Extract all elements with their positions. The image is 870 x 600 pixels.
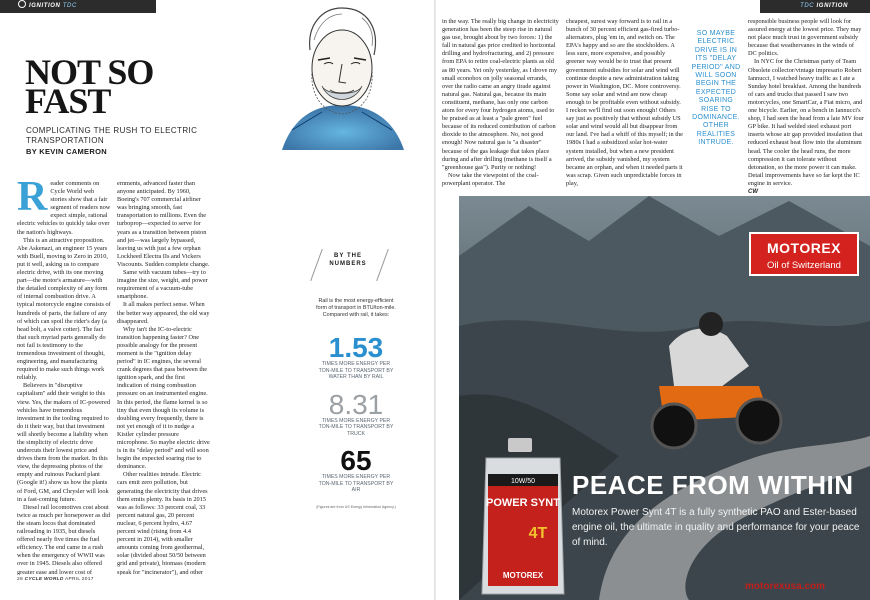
issue-date: APRIL 2017	[64, 577, 94, 582]
paragraph: In NYC for the Christmas party of Team Obsolete collector/vintage impresario Robert Iannucci, I watched heavy traffic as I ate a Sunday hotel breakfast. Among the hundreds of cars and trucks that passed I saw two motorcycles, one SmartCar, a Fiat micro, and one bicycle. Earlier, on a bench in Iannucci's shop, I had seen the head from a late MV four GP bike. It had welded steel exhaust port inserts whose air gap provided insulation that reduced exhaust heat flow into the aluminum head. The cooler the head runs, the more compression it can tolerate without detonation, so the more power it can make. Detail improvements have so far kept the IC engine in service.	[748, 58, 864, 187]
motorex-logo	[749, 232, 859, 276]
paragraph: eader comments on Cycle World web stories show that a fair segment of readers now expect simple, rational electric vehicles to quickly take over the nation's highways.	[17, 180, 111, 236]
slash-rule-right	[376, 249, 389, 281]
numbers-source: (Figures are from US Energy Information Agency.)	[316, 504, 396, 509]
drop-cap: R	[17, 180, 48, 220]
body-column-5	[748, 18, 864, 196]
logo-tagline: Oil of Switzerland	[767, 260, 841, 271]
body-column-2	[117, 180, 211, 575]
section-brand-right: IGNITION	[816, 3, 848, 9]
pull-quote: SO MAYBE ELECTRIC DRIVE IS IN ITS "DELAY PERIOD" AND WILL SOON BEGIN THE EXPECTED SOARING RISE TO DOMINANCE. OTHER REALITIES INTRUDE.	[691, 30, 741, 147]
stat-value: 8.31	[328, 388, 384, 420]
paragraph: Other realities intrude. Electric cars emit zero pollution, but generating the electricity that drives them emits plenty. Its basis in 2015 was as follows: 33 percent coal, 33 percent natural gas, 20 percent nuclear, 6 percent hydro, 4.67 percent wind (rising from 4.4 percent in 2014), with smaller amounts coming from geothermal, solar (divided about 50/50 between grid and private), biomass (modern speak for "incinerator"), and other	[117, 471, 208, 575]
stat-value: 1.53	[328, 332, 384, 363]
paragraph: Now take the viewpoint of the coal-powerplant operator. The	[442, 171, 539, 187]
page-folio	[17, 577, 94, 582]
ad-body-copy: Motorex Power Synt 4T is a fully synthetic PAO and Ester-based engine oil, the ultimate in quality and performance for your peace of mind.	[572, 507, 860, 548]
stat-caption: TIMES MORE ENERGY PER TON-MILE TO TRANSPORT BY AIR	[318, 474, 394, 493]
stat-value: 65	[340, 445, 372, 476]
article-deck: COMPLICATING THE RUSH TO ELECTRIC TRANSPORTATION	[26, 126, 198, 145]
ad-url: motorexusa.com	[745, 581, 826, 592]
title-line-2: FAST	[25, 81, 111, 121]
paragraph: This is an attractive proposition. Abe Askenazi, an engineer 15 years with Buell, moving to Zero in 2010, put it well, asking us to compare electric drive, with its one moving part—the motor's armature—with the detailed complexity of any form of internal combustion drive. A typical motorcycle engine consists of hundreds of parts, the failure of any of which can spoil the rider's day (a head bolt, a valve cotter). The fact that such myriad parts generally do not fail is testimony to the tremendous investment of thought, engineering, and manufacturing required to make such things work reliably.	[17, 236, 111, 382]
article-title	[25, 52, 195, 121]
numbers-intro: Rail is the most energy-efficient form of transport in BTU/ton-mile. Compared with rail, it takes:	[316, 298, 396, 318]
body-column-3	[442, 18, 560, 196]
stat-caption: TIMES MORE ENERGY PER TON-MILE TO TRANSPORT BY WATER THAN BY RAIL	[318, 361, 394, 380]
body-column-4	[566, 18, 684, 196]
section-brand-left: IGNITION	[29, 3, 61, 9]
title-line-1: NOT SO	[25, 52, 154, 92]
stat-caption: TIMES MORE ENERGY PER TON-MILE TO TRANSPORT BY TRUCK	[318, 417, 394, 437]
page-number: 28	[17, 577, 23, 582]
section-name-right: TDC	[800, 3, 815, 9]
logo-wordmark: MOTOREX	[766, 240, 842, 256]
bottle-type: 4T	[528, 525, 548, 542]
page-gutter	[434, 0, 436, 600]
paragraph: cheapest, surest way forward is to rail in a bunch of 30 percent efficient gas-fired turbo-alternators, plug 'em in, and switch on. The EPA's happy and so are the stockholders. A less sure, more expensive, and possibly greener way would be to trust that present government subsidies for solar and wind will continue despite a new administration taking power in Washington, DC. More controversy. Some say solar and wind are now cheap enough to be profitable even without subsidy. I reckon we'll find out soon enough! Others say just as positively that without subsidy US solar and wind would all but disappear from our land. I've had a whiff of this myself; in the 1980s I had a subsidized solar hot-water system installed, but when a new president arrived, the subsidy vanished, my system became an orphan, and when it needed parts it was scrap. Given such unpredictable forces in play,	[566, 18, 683, 187]
paragraph: ernments, advanced faster than anyone anticipated. By 1960, Boeing's 707 commercial airliner was bringing smooth, fast transportation to millions. Even the turboprop—expected to serve for years as a transition between piston and jet—was largely bypassed, leaving us with just a few orphan Lockheed Electra IIs and Vickers Viscounts. Sudden complete change.	[117, 180, 210, 268]
paragraph: Believers in "disruptive capitalism" add their weight to this view. Yes, the makers of IC-powered vehicles have tremendous investment in the tooling required to do it their way, but that investment will shortly become a liability when the simplicity of electric drive undercuts their lowest price and drives them from the market. In this view, the depressing photos of the empty and ruinous Packard plant (Google it!) show us how the plants of Ford, GM, and Chrysler will look in a fast-coming future.	[17, 382, 110, 503]
section-header-left	[0, 0, 156, 13]
paragraph: responsible business people will look for assured energy at the lowest price. They may not place much trust in government subsidy because that weathervanes in the winds of DC politics.	[748, 18, 862, 58]
section-header-right	[760, 0, 870, 13]
paragraph: in the way. The really big change in electricity generation has been the steep rise in natural gas use, brought about by two forces: 1) the fall in natural gas price credited to horizontal drilling and hydrofracturing, and 2) pressure from EPA to retire coal-electric plants as old as 80 years. Yet only yesterday, as I drove my small econobox on jolly seasonal errands, over the radio came an angry tirade against natural gas. Natural gas, because its main constituent, methane, has only one carbon atom for every four hydrogen atoms, used to be praised as at least a "pale green" fuel because of its reduced contribution of carbon dioxide to the atmosphere. No, not good enough! Now natural gas is "a disaster" because of the gas leakage that takes place during and after drilling (methane is itself a "greenhouse gas"). Purity or nothing!	[442, 18, 559, 171]
section-name-left: TDC	[62, 3, 77, 9]
bottle-product: POWER SYNT	[486, 497, 560, 509]
body-column-1	[17, 180, 111, 575]
by-the-numbers-heading: BY THE NUMBERS	[329, 253, 367, 267]
bottle-brand: MOTOREX	[502, 571, 544, 580]
oil-bottle-image	[480, 438, 566, 598]
paragraph: Why isn't the IC-to-electric transition happening faster? One possible analogy for the present moment is the "ignition delay period" in IC engines, the several crank degrees that pass between the ignition spark, and the first indication of rising combustion pressure on an instrumented engine. In this period, the flame kernel is so tiny that even though its volume is doubling every frequently, there is not yet enough of it to nudge a Kistler cylinder pressure microphone. So maybe electric drive is in its "delay period" and will soon begin the expected soaring rise to dominance.	[117, 325, 210, 471]
magazine-name: CYCLE WORLD	[24, 577, 64, 582]
by-the-numbers-panel	[316, 298, 396, 509]
bottle-grade: 10W/50	[510, 478, 536, 485]
article-byline: BY KEVIN CAMERON	[26, 147, 107, 156]
author-portrait-illustration	[262, 0, 422, 160]
ignition-icon	[18, 0, 26, 8]
paragraph: Diesel rail locomotives cost about twice as much per horsepower as did the steam locos that dominated railroading in 1935, but diesels offered nearly five times the fuel efficiency. The end came in a rush when the emergency of WWII was over in 1945. Diesels also offered greater ease and lower cost of	[17, 503, 111, 575]
paragraph: It all makes perfect sense. When the better way appeared, the old way disappeared.	[117, 301, 210, 325]
ad-headline: PEACE FROM WITHIN	[572, 470, 854, 500]
end-mark: CW	[748, 188, 758, 195]
paragraph: Same with vacuum tubes—try to imagine the size, weight, and power requirement of a vacuum-tube smartphone.	[117, 269, 208, 301]
